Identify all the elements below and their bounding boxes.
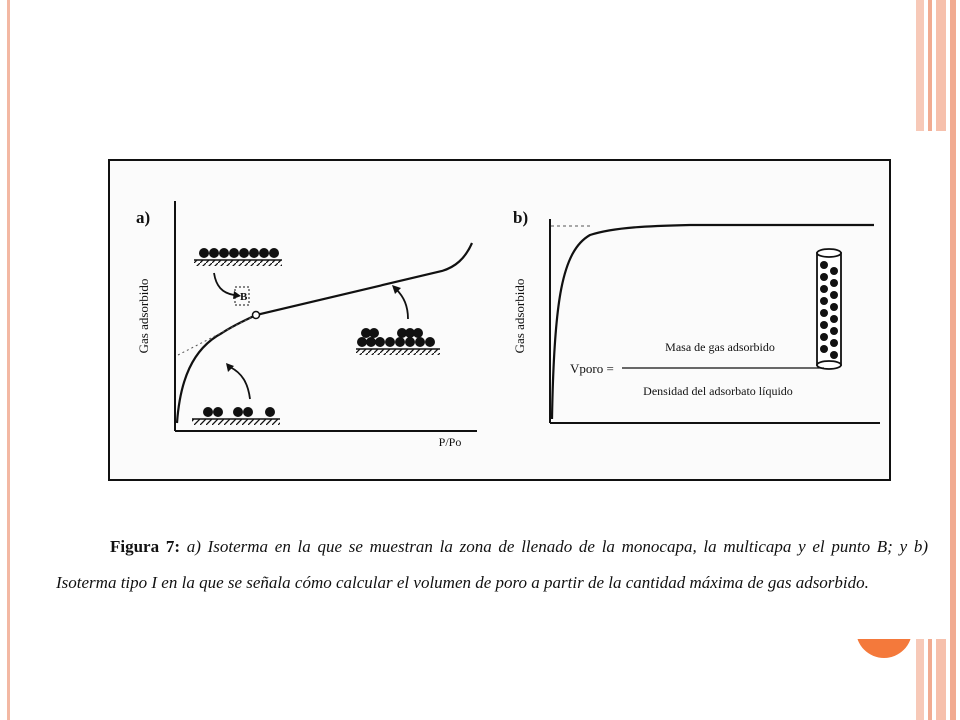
panel-b-label: b) — [513, 208, 529, 227]
panel-a — [136, 201, 477, 449]
arrow-multilayer — [396, 289, 408, 319]
panel-b-y-label: Gas adsorbido — [512, 278, 527, 354]
multilayer-icon — [356, 328, 440, 355]
panel-a-x-label: P/Po — [438, 435, 462, 449]
arrow-submonolayer-head — [226, 363, 234, 372]
caption-label: Figura 7: — [110, 537, 180, 556]
figure-caption — [56, 529, 928, 601]
caption-text: a) Isoterma en la que se muestran la zona de llenado de la monocapa, la multicapa y el punto B; y b) Isoterma tipo I en la que se señala cómo calcular el volumen de poro a partir de la cantidad máxima de gas adsorbido. — [56, 537, 928, 592]
panel-a-y-label: Gas adsorbido — [136, 278, 151, 354]
panel-b — [512, 208, 880, 423]
slide-content — [10, 131, 948, 639]
panel-a-isotherm-curve — [177, 243, 472, 423]
formula-lhs: Vporo = — [570, 361, 614, 376]
arrow-monolayer — [214, 273, 234, 295]
submonolayer-icon — [192, 407, 280, 425]
pore-cylinder-icon — [817, 249, 841, 369]
panel-a-label: a) — [136, 208, 151, 227]
monolayer-icon — [194, 248, 282, 266]
point-b-marker — [253, 312, 260, 319]
point-b-label: B — [240, 291, 248, 303]
arrow-submonolayer — [230, 367, 250, 399]
formula-denominator: Densidad del adsorbato líquido — [643, 384, 793, 398]
formula-numerator: Masa de gas adsorbido — [665, 340, 775, 354]
isotherm-figure — [110, 161, 889, 479]
figure-frame — [108, 159, 891, 481]
